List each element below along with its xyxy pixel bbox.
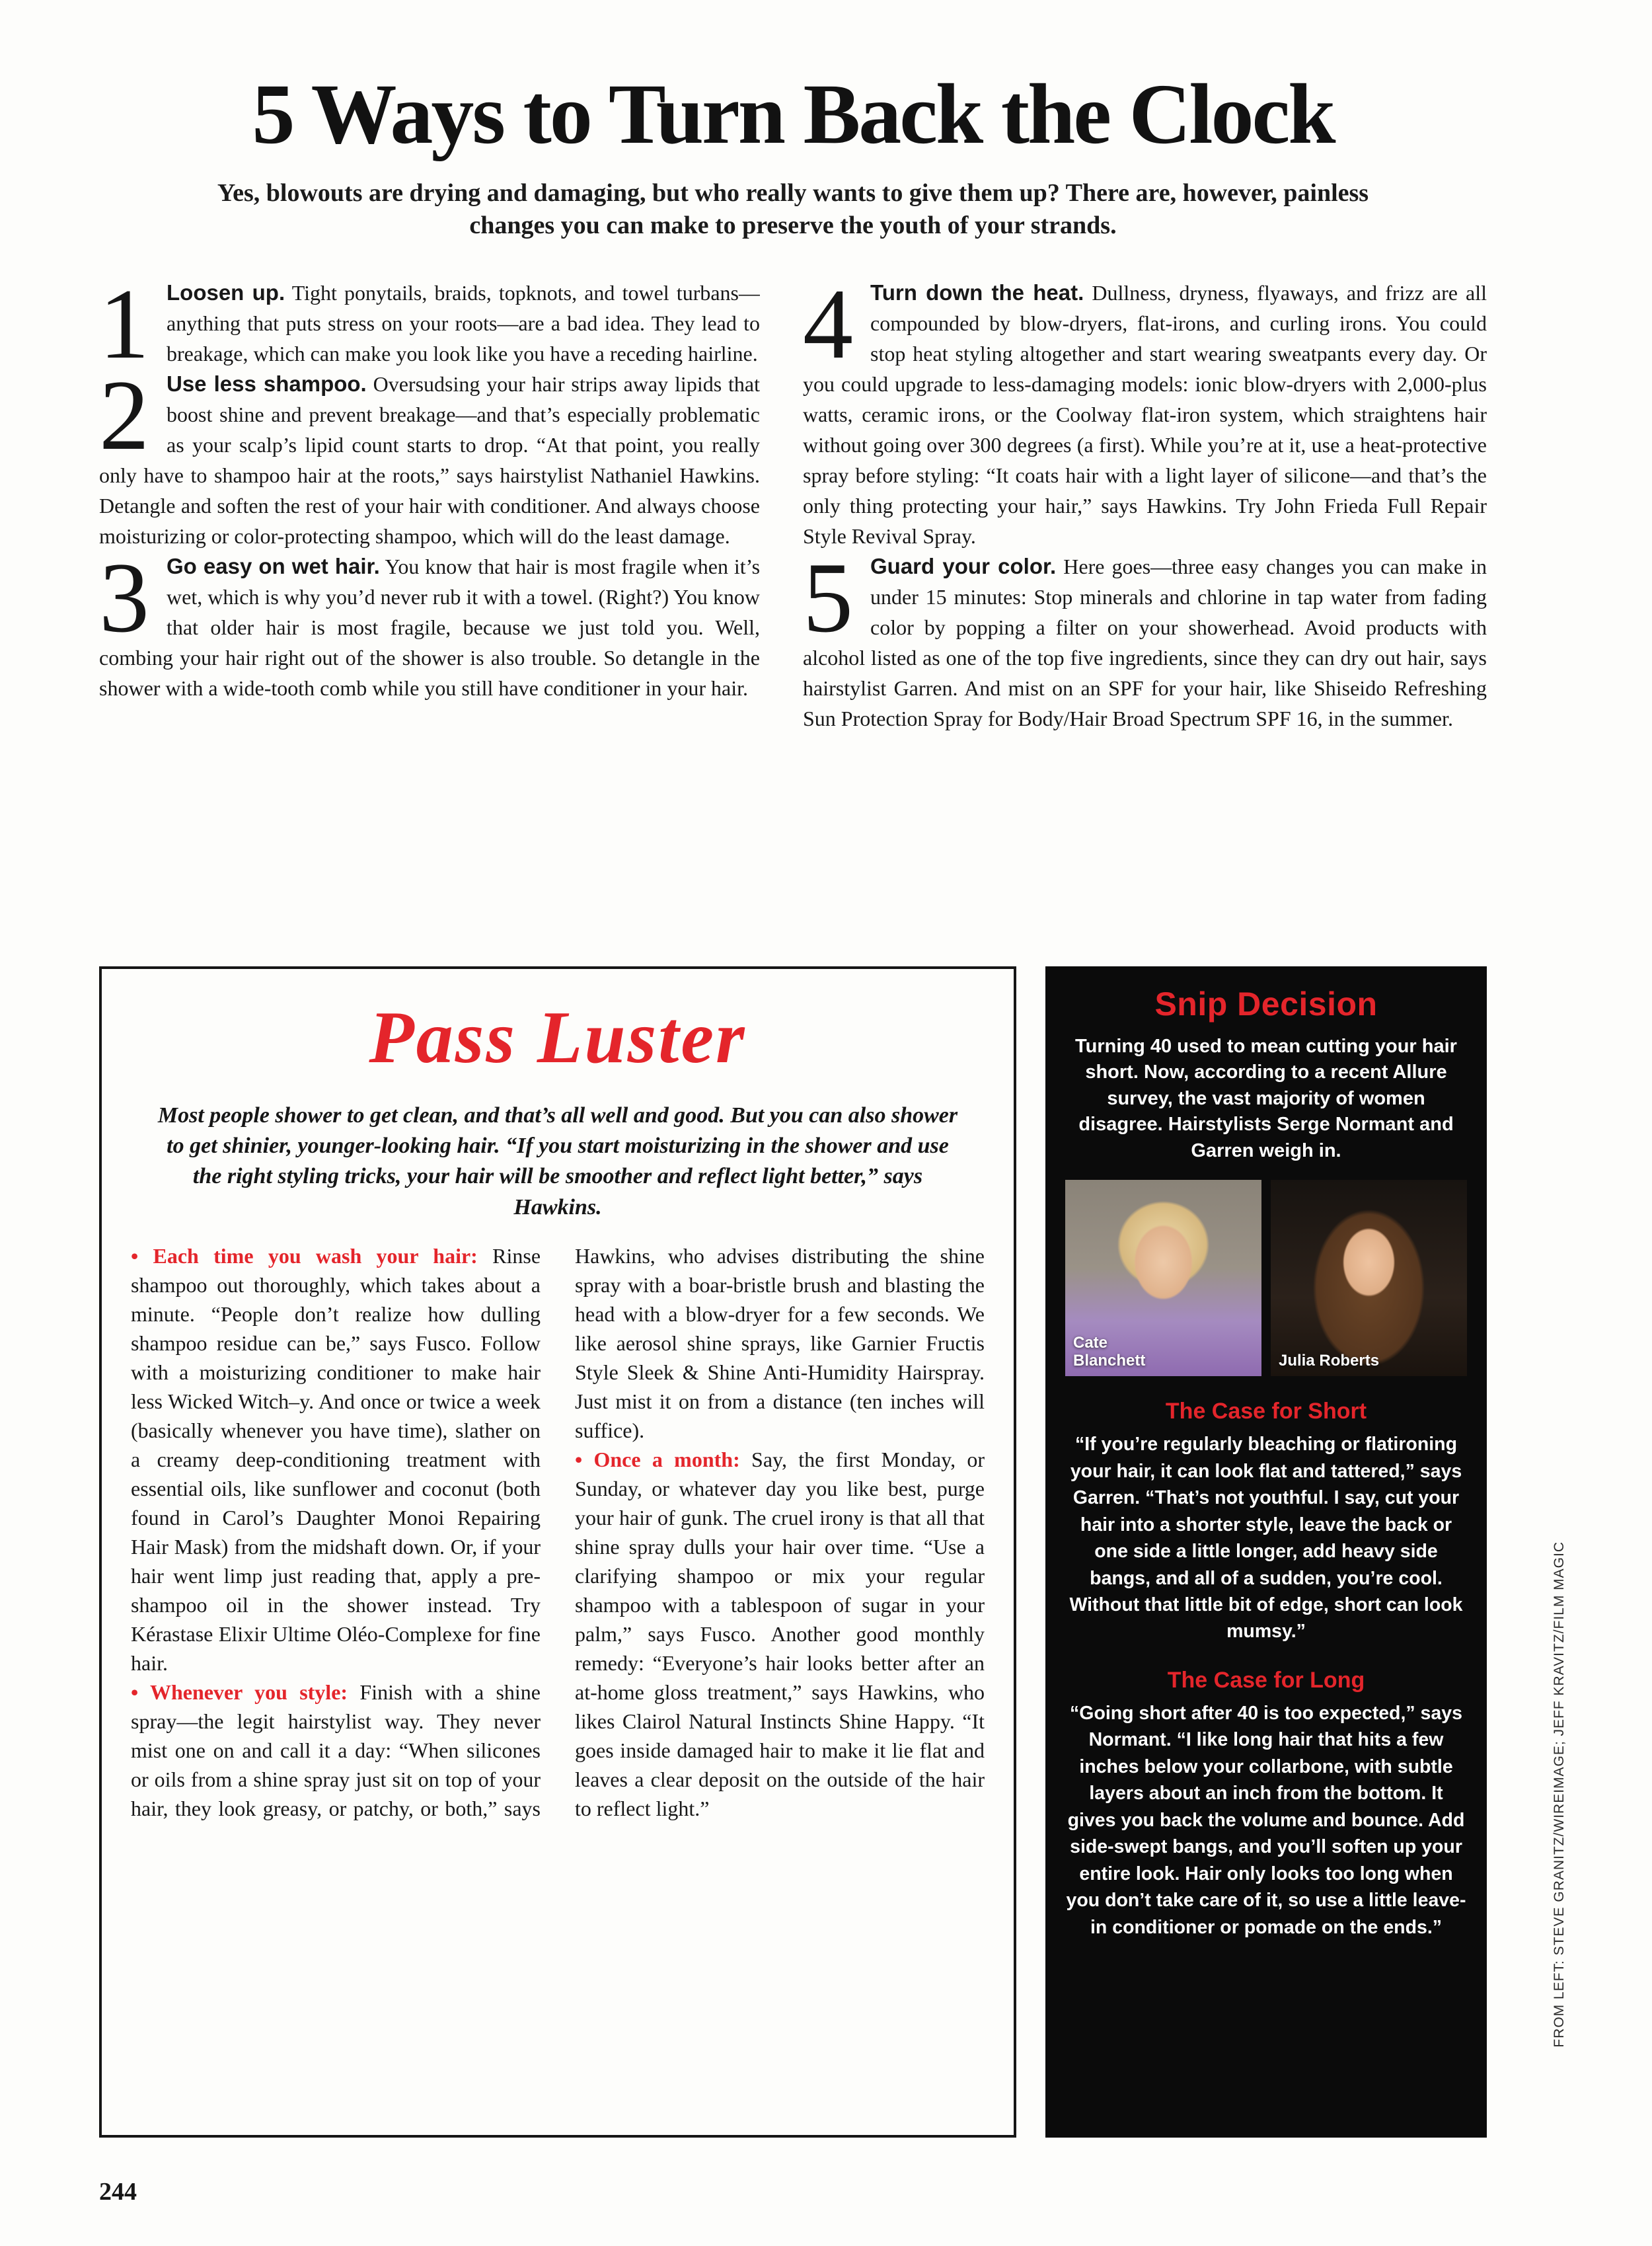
tip-1-body: Tight ponytails, braids, topknots, and towel turbans—anything that puts stress on your roots—are a bad idea. They lead to breakage, which can make you look like you have a receding hairline. xyxy=(167,281,760,366)
photo-credit: FROM LEFT: STEVE GRANITZ/WIREIMAGE; JEFF KRAVITZ/FILM MAGIC xyxy=(1552,1541,1567,2048)
tip-5-number: 5 xyxy=(803,551,853,653)
tip-1 xyxy=(99,278,760,369)
pass-luster-intro: Most people shower to get clean, and that’s all well and good. But you can also shower to get shinier, younger-looking hair. “If you start moisturizing in the shower and use the right styling tricks, your hair will be smoother and reflect light better,” says Hawkins. xyxy=(157,1103,958,1220)
snip-photos xyxy=(1065,1180,1467,1376)
snip-decision-box xyxy=(1045,966,1487,2138)
luster-item-wash-heading: • Each time you wash your hair: xyxy=(131,1243,478,1268)
tip-5-body: Here goes—three easy changes you can make in under 15 minutes: Stop minerals and chlorine in tap water from fading color by popping a filter on your showerhead. Avoid products with alcohol listed as one of the top five ingredients, since they can dry out hair, says hairstylist Garren. And mist on an SPF for your hair, like Shiseido Refreshing Sun Protection Spray for Body/Hair Broad Spectrum SPF 16, in the summer. xyxy=(803,555,1487,730)
tip-4 xyxy=(803,278,1487,551)
tip-5 xyxy=(803,551,1487,734)
luster-item-month-text: Say, the first Monday, or Sunday, or whatever day you like best, purge your hair of gunk. The cruel irony is that all that shine spray dulls your hair over time. “Use a clarifying shampoo or mix your regular shampoo with a tablespoon of sugar in your palm,” says Fusco. Another good monthly remedy: “Everyone’s hair looks better after an at-home gloss treatment,” says Hawkins, who likes Clairol Natural Instincts Shine Happy. “It goes inside damaged hair to make it lie flat and leaves a clear deposit on the outside of the hair to reflect light.” xyxy=(575,1447,985,1820)
snip-decision-intro: Turning 40 used to mean cutting your hair short. Now, according to a recent Allure survey, the vast majority of women disagree. Hairstylists Serge Normant and Garren weigh in. xyxy=(1075,1036,1457,1161)
tip-4-paragraph xyxy=(803,278,1487,551)
tip-2 xyxy=(99,369,760,551)
tips-column-left xyxy=(99,278,760,703)
case-for-short-text: “If you’re regularly bleaching or flatironing your hair, it can look flat and tattered,” says Garren. “That’s not youthful. I say, cut your hair into a shorter style, leave the back or one side a little longer, add heavy side bangs, and all of a sudden, you’re cool. Without that little bit of edge, short can look mumsy.” xyxy=(1069,1434,1463,1643)
tip-4-body: Dullness, dryness, flyaways, and frizz are all compounded by blow-dryers, flat-irons, and curling irons. You could stop heat styling altogether and start wearing sweatpants every day. Or you could upgrade to less-damaging models: ionic blow-dryers with 2,000-plus watts, ceramic irons, or the Coolway flat-iron system, which straightens hair without going over 300 degrees (a first). While you’re at it, use a heat-protective spray before styling: “It coats hair with a light layer of silicone—and that’s the only thing protecting your hair,” says Hawkins. Try John Frieda Full Repair Style Revival Spray. xyxy=(803,281,1487,548)
tip-2-lead: Use less shampoo. xyxy=(167,371,367,396)
pass-luster-columns xyxy=(131,1241,985,1823)
luster-item-month xyxy=(575,1445,985,1823)
luster-item-wash-text: Rinse shampoo out thoroughly, which takes about a minute. “People don’t realize how dulling shampoo residue can be,” says Fusco. Follow with a moisturizing conditioner to make hair less Wicked Witch–y. And once or twice a week (basically whenever you have time), slather on a creamy deep-conditioning treatment with essential oils, like sunflower and coconut (both found in Carol’s Daughter Monoi Repairing Hair Mask) from the midshaft down. Or, if your hair went limp just reading that, apply a pre-shampoo oil in the shower instead. Try Kérastase Elixir Ultime Oléo-Complexe for fine hair. xyxy=(131,1243,541,1675)
pass-luster-box xyxy=(99,966,1016,2138)
luster-item-wash xyxy=(131,1241,541,1678)
tip-3 xyxy=(99,551,760,703)
case-for-long-heading: The Case for Long xyxy=(1167,1667,1365,1693)
tip-5-lead: Guard your color. xyxy=(870,554,1057,578)
tip-1-lead: Loosen up. xyxy=(167,280,285,305)
photo-cate-blanchett xyxy=(1065,1180,1261,1376)
tip-3-lead: Go easy on wet hair. xyxy=(167,554,380,578)
pass-luster-title: Pass Luster xyxy=(369,997,747,1079)
tip-1-paragraph xyxy=(99,278,760,369)
tip-1-number: 1 xyxy=(99,278,149,369)
tip-3-paragraph xyxy=(99,551,760,703)
page-number: 244 xyxy=(99,2178,137,2206)
tip-5-paragraph xyxy=(803,551,1487,734)
deck: Yes, blowouts are drying and damaging, but who really wants to give them up? There are, however, painless changes you can make to preserve the youth of your strands. xyxy=(217,179,1369,240)
tip-3-number: 3 xyxy=(99,551,149,653)
tip-3-body: You know that hair is most fragile when it’s wet, which is why you’d never rub it with a towel. (Right?) You know that older hair is most fragile, because we just told you. Well, combing your hair right out of the shower is also trouble. So detangle in the shower with a wide-tooth comb while you still have conditioner in your hair. xyxy=(99,555,760,700)
snip-decision-title: Snip Decision xyxy=(1154,986,1378,1023)
photo-caption-julia: Julia Roberts xyxy=(1279,1351,1380,1370)
masthead xyxy=(99,67,1487,243)
photo-caption-cate: Cate Blanchett xyxy=(1073,1334,1146,1370)
photo-julia-roberts xyxy=(1271,1180,1467,1376)
page-title: 5 Ways to Turn Back the Clock xyxy=(252,67,1334,162)
luster-item-month-heading: • Once a month: xyxy=(575,1447,740,1471)
tips-column-right xyxy=(803,278,1487,734)
tip-2-number: 2 xyxy=(99,369,149,471)
case-for-short-heading: The Case for Short xyxy=(1165,1399,1367,1424)
luster-item-style-text: Finish with a shine spray—the legit hairstylist way. They never mist one on and call it a day: “When silicones or oils from a shine spray just sit on top of your hair, they look greasy, or patchy, or both,” says Hawkins, who advises distributing the shine spray with a boar-bristle brush and blasting the head with a blow-dryer for a few seconds. We like aerosol shine sprays, like Garnier Fructis Style Sleek & Shine Anti-Humidity Hairspray. Just mist it on from a distance (ten inches will suffice). xyxy=(131,1243,985,1820)
tip-2-body: Oversudsing your hair strips away lipids that boost shine and prevent breakage—and that’s especially problematic as your scalp’s lipid count starts to drop. “At that point, you really only have to shampoo hair at the roots,” says hairstylist Nathaniel Hawkins. Detangle and soften the rest of your hair with conditioner. And always choose moisturizing or color-protecting shampoo, which will do the least damage. xyxy=(99,372,760,548)
tip-2-paragraph xyxy=(99,369,760,551)
tip-4-lead: Turn down the heat. xyxy=(870,280,1084,305)
case-for-long-text: “Going short after 40 is too expected,” says Normant. “I like long hair that hits a few inches below your collarbone, with subtle layers about an inch from the bottom. It gives you back the volume and bounce. Add side-swept bangs, and you’ll soften up your entire look. Hair only looks too long when you don’t take care of it, so use a little leave-in conditioner or pomade on the ends.” xyxy=(1066,1702,1466,1938)
tip-4-number: 4 xyxy=(803,278,853,379)
luster-item-style-heading: • Whenever you style: xyxy=(131,1680,348,1704)
